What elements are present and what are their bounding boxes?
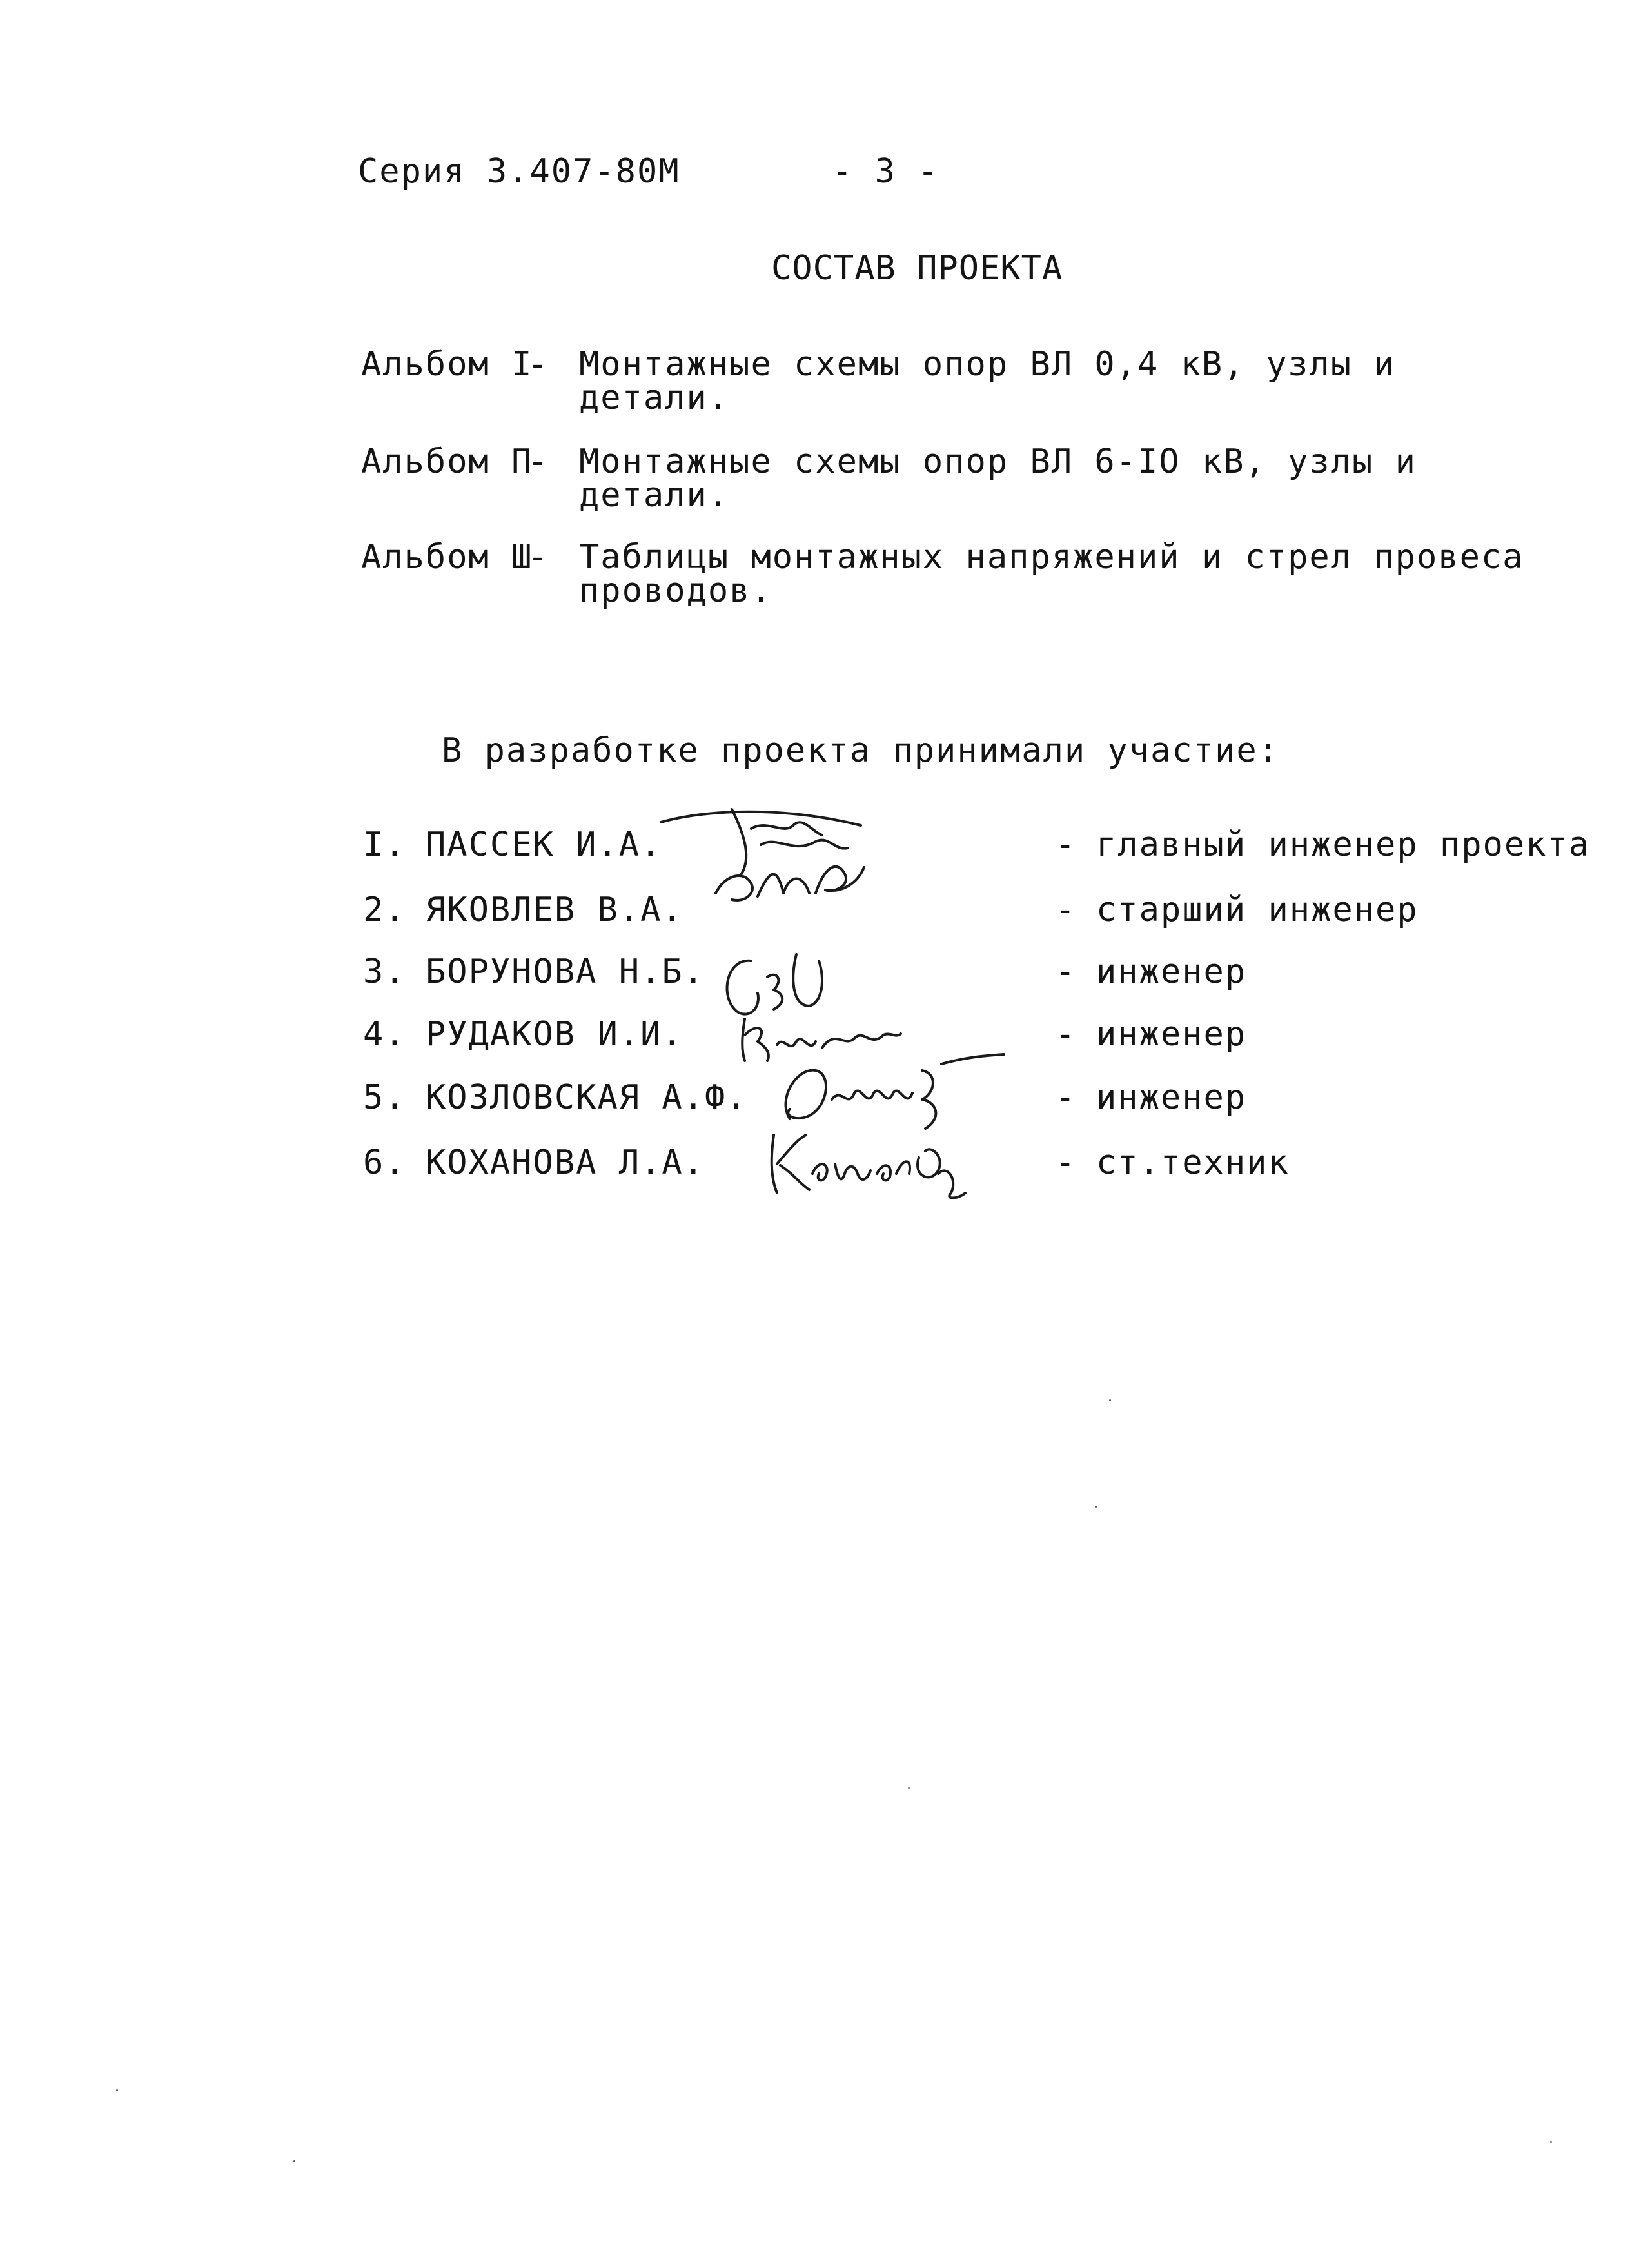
participant-number: 4. — [363, 1015, 406, 1054]
participant-role: инженер — [1096, 952, 1247, 991]
album-description-line: Монтажные схемы опор ВЛ 0,4 кВ, узлы и — [579, 345, 1395, 384]
series-number: Серия 3.407-80М — [358, 152, 680, 191]
participant-number: 6. — [363, 1143, 406, 1182]
participant-number: 2. — [363, 891, 406, 929]
signature-kokhanova — [764, 1119, 970, 1203]
participant-name: КОЗЛОВСКАЯ А.Ф. — [426, 1078, 748, 1117]
participant-dash: - — [1055, 952, 1077, 991]
album-label: Альбом Ш — [361, 538, 533, 577]
album-dash: - — [527, 345, 549, 384]
album-description-line: Монтажные схемы опор ВЛ 6-IO кВ, узлы и — [579, 442, 1417, 481]
album-dash: - — [527, 538, 549, 577]
signature-yakovlev — [706, 854, 874, 912]
participant-number: I. — [363, 825, 406, 864]
album-description-line: проводов. — [579, 571, 772, 610]
participant-role: старший инженер — [1096, 891, 1419, 929]
participant-role: ст.техник — [1096, 1143, 1290, 1182]
scan-speck — [1550, 2141, 1552, 2143]
scan-speck — [293, 2160, 295, 2162]
participant-number: 5. — [363, 1078, 406, 1117]
participant-name: ПАССЕК И.А. — [426, 825, 662, 864]
album-label: Альбом I — [361, 345, 533, 384]
participant-name: ЯКОВЛЕВ В.А. — [426, 891, 683, 929]
participant-name: КОХАНОВА Л.А. — [426, 1143, 705, 1182]
participant-dash: - — [1055, 1143, 1077, 1182]
participant-name: БОРУНОВА Н.Б. — [426, 952, 705, 991]
page-number: - 3 - — [832, 152, 939, 191]
album-description-line: Таблицы монтажных напряжений и стрел провеса — [579, 538, 1524, 577]
participant-role: инженер — [1096, 1015, 1247, 1054]
scan-speck — [1095, 1506, 1097, 1508]
participant-role: главный инженер проекта — [1096, 825, 1591, 864]
scan-speck — [908, 1787, 910, 1789]
scan-speck — [116, 2089, 118, 2091]
scan-speck — [1109, 1399, 1111, 1401]
album-label: Альбом П — [361, 442, 533, 481]
participant-dash: - — [1055, 891, 1077, 929]
album-dash: - — [527, 442, 549, 481]
participant-dash: - — [1055, 1015, 1077, 1054]
participants-heading: В разработке проекта принимали участие: — [442, 731, 1279, 770]
album-description-line: детали. — [579, 379, 730, 417]
page-title: СОСТАВ ПРОЕКТА — [771, 249, 1063, 288]
participant-name: РУДАКОВ И.И. — [426, 1015, 683, 1054]
participant-dash: - — [1055, 1078, 1077, 1117]
participant-dash: - — [1055, 825, 1077, 864]
participant-number: 3. — [363, 952, 406, 991]
participant-role: инженер — [1096, 1078, 1247, 1117]
album-description-line: детали. — [579, 476, 730, 515]
